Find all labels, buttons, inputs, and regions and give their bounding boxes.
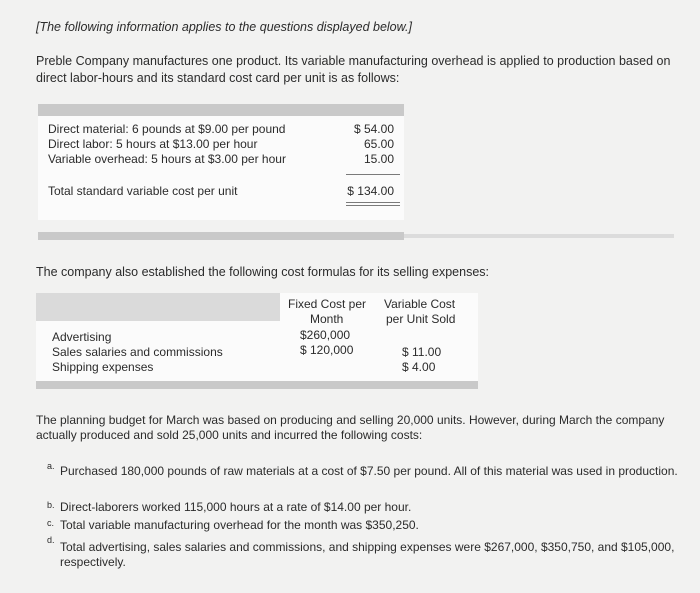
card-total-label: Total standard variable cost per unit: [48, 184, 238, 198]
item-a-text: Purchased 180,000 pounds of raw materials at a cost of $7.50 per pound. All of this material was used in production.: [60, 464, 678, 478]
item-marker-a: a.: [47, 461, 55, 471]
card-row-overhead: Variable overhead: 5 hours at $3.00 per hour: [48, 152, 286, 166]
intro-paragraph: Preble Company manufactures one product. Its variable manufacturing overhead is applied to production based on direct labor-hours and its standard cost card per unit is as follows:: [36, 54, 671, 85]
card-header-bar: [38, 104, 404, 116]
card-amount-material: $ 54.00: [353, 122, 394, 136]
item-b-text: Direct-laborers worked 115,000 hours at a rate of $14.00 per hour.: [60, 500, 412, 514]
row-label-shipping: Shipping expenses: [52, 360, 154, 374]
card-row-labor: Direct labor: 5 hours at $13.00 per hour: [48, 137, 258, 151]
col-fixed-header-1: Fixed Cost per: [288, 297, 367, 311]
selling-expenses-table: [36, 293, 478, 385]
row-fixed-salaries: $ 120,000: [300, 343, 354, 357]
row-fixed-advertising: $260,000: [300, 328, 351, 342]
col-var-header-1: Variable Cost: [384, 297, 456, 311]
col-fixed-header-2: Month: [310, 312, 344, 326]
card-total-amount: $ 134.00: [347, 184, 394, 198]
selling-intro: The company also established the following cost formulas for its selling expenses:: [36, 265, 490, 279]
planning-paragraph: The planning budget for March was based on producing and selling 20,000 units. However, during March the company actually produced and sold 25,000 units and incurred the following costs:: [36, 413, 665, 442]
row-var-salaries: $ 11.00: [402, 345, 442, 359]
item-d-text: Total advertising, sales salaries and commissions, and shipping expenses were $267,000, $350,750, and $105,000, respectively.: [60, 540, 675, 569]
card-amount-overhead: 15.00: [363, 152, 394, 166]
row-label-salaries: Sales salaries and commissions: [52, 345, 223, 359]
total-double-line-1: [346, 202, 400, 203]
card-amount-labor: 65.00: [363, 137, 394, 151]
selling-header-bar: [36, 293, 280, 321]
row-var-shipping: $ 4.00: [402, 360, 436, 374]
item-marker-c: c.: [47, 518, 55, 528]
card-footer-bar: [38, 232, 404, 240]
total-double-line-2: [346, 205, 400, 206]
col-var-header-2: per Unit Sold: [386, 312, 456, 326]
card-row-material: Direct material: 6 pounds at $9.00 per pound: [48, 122, 286, 136]
selling-footer-bar: [36, 381, 478, 389]
subtotal-line: [346, 174, 400, 175]
row-label-advertising: Advertising: [52, 330, 112, 344]
header-note: [The following information applies to the questions displayed below.]: [36, 20, 412, 34]
divider-bar: [404, 234, 674, 238]
item-c-text: Total variable manufacturing overhead for the month was $350,250.: [60, 518, 419, 532]
item-marker-d: d.: [47, 535, 55, 545]
item-marker-b: b.: [47, 500, 55, 510]
standard-cost-card: [38, 104, 404, 220]
